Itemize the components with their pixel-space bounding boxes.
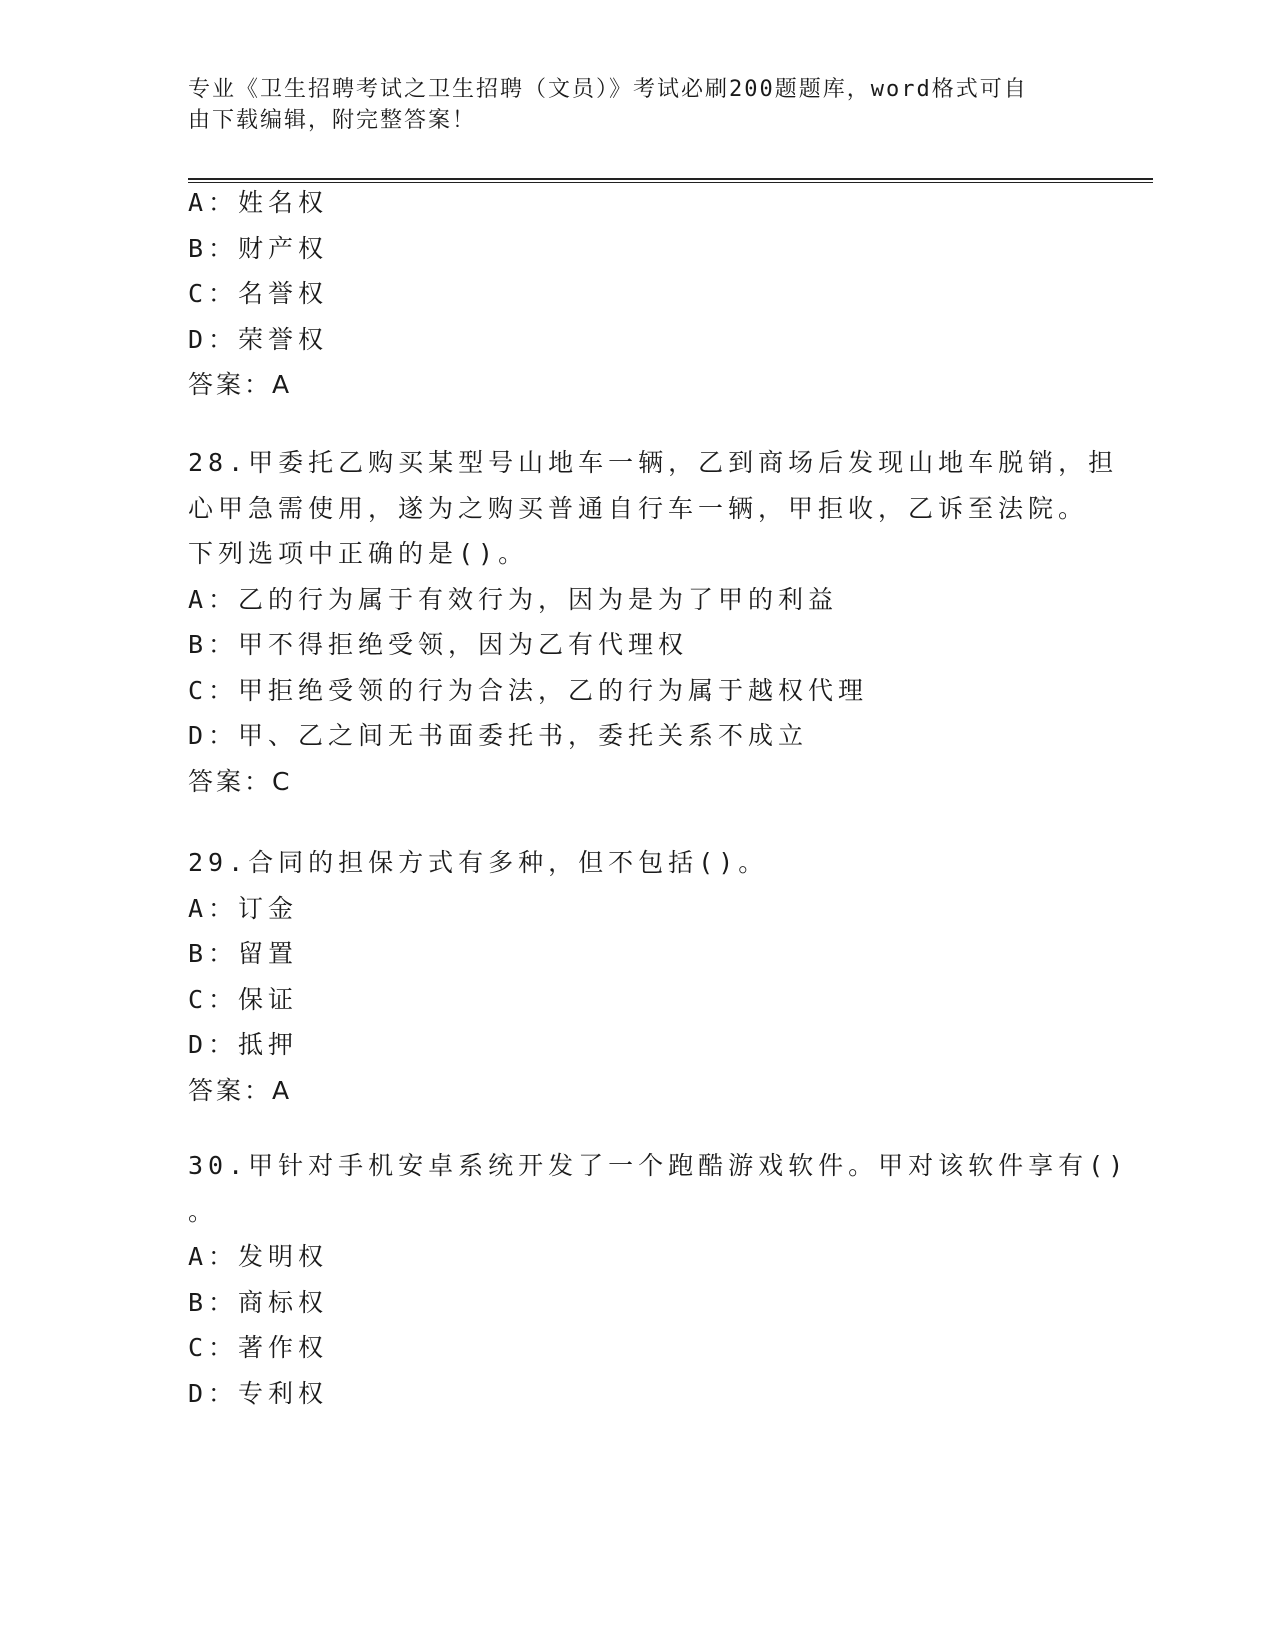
option-c: C：甲拒绝受领的行为合法，乙的行为属于越权代理 bbox=[188, 675, 869, 705]
option-b: B：甲不得拒绝受领，因为乙有代理权 bbox=[188, 630, 689, 659]
option-b: B：商标权 bbox=[188, 1287, 329, 1317]
header-line-2: 由下载编辑，附完整答案！ bbox=[188, 108, 477, 133]
question-text-line: 下列选项中正确的是()。 bbox=[188, 539, 529, 568]
option-a: A：发明权 bbox=[188, 1242, 329, 1271]
header-line-1: 专业《卫生招聘考试之卫生招聘（文员）》考试必刷200题题库，word格式可自 bbox=[188, 77, 1028, 102]
option-c: C：著作权 bbox=[188, 1333, 329, 1362]
question-text-line: 心甲急需使用，遂为之购买普通自行车一辆，甲拒收，乙诉至法院。 bbox=[188, 493, 1089, 523]
option-b: B：留置 bbox=[188, 939, 299, 968]
answer: 答案：C bbox=[188, 766, 293, 796]
document-header bbox=[188, 74, 1088, 136]
question-text-line: 30.甲针对手机安卓系统开发了一个跑酷游戏软件。甲对该软件享有() bbox=[188, 1151, 1129, 1180]
option-a: A：姓名权 bbox=[188, 188, 329, 217]
option-a: A：订金 bbox=[188, 893, 299, 923]
option-d: D：专利权 bbox=[188, 1378, 329, 1408]
question-text-line: 28.甲委托乙购买某型号山地车一辆，乙到商场后发现山地车脱销，担 bbox=[188, 448, 1119, 477]
option-d: D：荣誉权 bbox=[188, 324, 329, 354]
question-29 bbox=[188, 840, 1088, 1113]
option-b: B：财产权 bbox=[188, 233, 329, 263]
option-d: D：抵押 bbox=[188, 1030, 299, 1059]
question-text-line: 29.合同的担保方式有多种，但不包括()。 bbox=[188, 848, 769, 877]
question-text-line: 。 bbox=[188, 1196, 219, 1226]
option-c: C：名誉权 bbox=[188, 279, 329, 308]
question-27 bbox=[188, 180, 1088, 408]
answer: 答案：A bbox=[188, 370, 293, 399]
question-30 bbox=[188, 1143, 1129, 1416]
option-a: A：乙的行为属于有效行为，因为是为了甲的利益 bbox=[188, 584, 839, 614]
option-c: C：保证 bbox=[188, 984, 299, 1014]
option-d: D：甲、乙之间无书面委托书，委托关系不成立 bbox=[188, 721, 809, 750]
question-28 bbox=[188, 440, 1119, 804]
answer: 答案：A bbox=[188, 1075, 293, 1105]
